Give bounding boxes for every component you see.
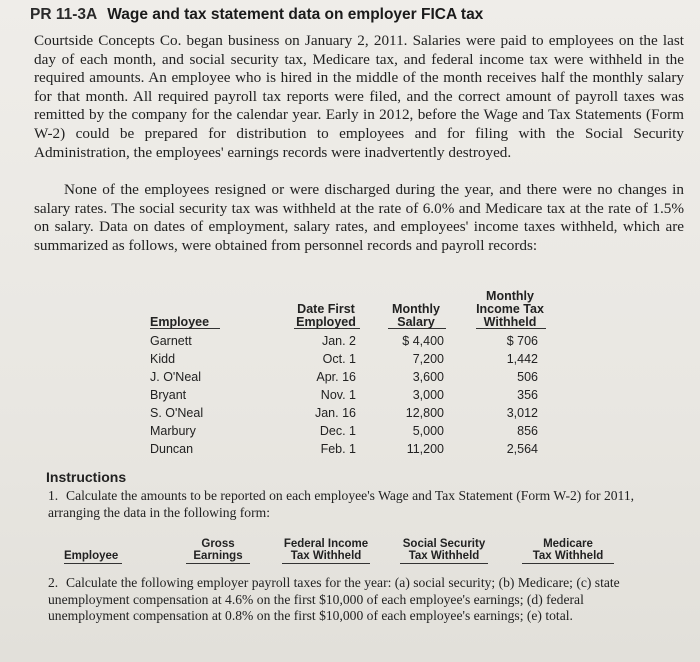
cell-date: Jan. 16	[314, 406, 356, 420]
paragraph-details: None of the employees resigned or were discharged during the year, and there were no changes in salary rates. The social security tax was withheld at the rate of 6.0% and Medicare tax at the rate of 1.5% on salary. Data on dates of employment, salary rates, and employees' income taxes withheld, which are summarized as follows, were obtained from personnel records and payroll records:	[34, 181, 684, 254]
col-header-date-2: Employed	[296, 315, 356, 329]
cell-salary: 3,600	[412, 370, 444, 384]
form-col-med-2: Tax Withheld	[532, 550, 604, 562]
form-col-ss-1: Social Security	[402, 538, 486, 550]
cell-employee: S. O'Neal	[150, 406, 204, 420]
cell-employee: Kidd	[150, 352, 176, 366]
problem-title: Wage and tax statement data on employer FICA tax	[107, 6, 484, 23]
cell-tax: 356	[517, 388, 538, 402]
cell-tax: 506	[517, 370, 538, 384]
instruction-1-number: 1.	[48, 488, 59, 503]
cell-salary: 12,800	[405, 406, 444, 420]
cell-date: Dec. 1	[319, 424, 356, 438]
form-rule	[282, 563, 370, 564]
cell-salary: 3,000	[412, 388, 444, 402]
cell-salary: 5,000	[412, 424, 444, 438]
cell-salary: 7,200	[412, 352, 444, 366]
cell-salary: 11,200	[406, 442, 444, 456]
col-header-tax-2: Income Tax	[476, 302, 544, 316]
col-header-salary-2: Salary	[397, 315, 435, 329]
cell-tax: 856	[517, 424, 538, 438]
instruction-1	[48, 488, 660, 521]
form-col-fed-1: Federal Income	[283, 538, 369, 550]
form-rule	[186, 563, 250, 564]
cell-employee: Marbury	[150, 424, 196, 438]
col-header-employee: Employee	[150, 315, 210, 329]
instruction-2-text: Calculate the following employer payroll taxes for the year: (a) social security; (b) Medicare; (c) state unemployment compensation at 4.6% on the first $10,000 of each employee's earnings; (d) federal unemployment compensation at 0.8% on the first $10,000 of each employee's earnings; (e) total.	[48, 575, 620, 623]
cell-date: Jan. 2	[321, 334, 356, 348]
cell-date: Nov. 1	[320, 388, 356, 402]
cell-date: Oct. 1	[322, 352, 356, 366]
form-col-employee: Employee	[64, 550, 119, 562]
cell-tax: 2,564	[506, 442, 538, 456]
form-rule	[64, 563, 122, 564]
form-rule	[400, 563, 488, 564]
header-rule	[294, 328, 360, 329]
cell-tax: $ 706	[506, 334, 538, 348]
col-header-salary-1: Monthly	[392, 302, 440, 316]
problem-heading	[30, 6, 483, 24]
instruction-2-number: 2.	[48, 575, 59, 590]
cell-employee: Garnett	[150, 334, 192, 348]
form-rule	[522, 563, 614, 564]
form-col-med-1: Medicare	[543, 538, 593, 550]
cell-employee: Bryant	[150, 388, 187, 402]
col-header-date-1: Date First	[297, 302, 355, 316]
form-col-fed-2: Tax Withheld	[290, 550, 362, 562]
instruction-2	[48, 575, 660, 625]
problem-code: PR 11-3A	[30, 6, 98, 23]
paragraph-intro: Courtside Concepts Co. began business on January 2, 2011. Salaries were paid to employees on the last day of each month, and social security tax, Medicare tax, and federal income tax were withheld in the required amounts. An employee who is hired in the middle of the month receives half the monthly salary for that month. All required payroll tax reports were filed, and the correct amount of payroll taxes was remitted by the company for the calendar year. Early in 2012, before the Wage and Tax Statements (Form W-2) could be prepared for distribution to employees and for filing with the Social Security Administration, the employees' earnings records were inadvertently destroyed.	[34, 32, 684, 161]
cell-salary: $ 4,400	[402, 334, 444, 348]
form-col-gross-1: Gross	[201, 538, 235, 550]
cell-tax: 3,012	[506, 406, 538, 420]
header-rule	[476, 328, 546, 329]
cell-employee: Duncan	[150, 442, 194, 456]
header-rule	[150, 328, 220, 329]
cell-date: Apr. 16	[316, 370, 356, 384]
cell-employee: J. O'Neal	[150, 370, 202, 384]
col-header-tax-3: Withheld	[483, 315, 537, 329]
cell-date: Feb. 1	[320, 442, 356, 456]
form-col-ss-2: Tax Withheld	[408, 550, 480, 562]
form-col-gross-2: Earnings	[193, 550, 243, 562]
instruction-1-text: Calculate the amounts to be reported on each employee's Wage and Tax Statement (Form W-2) for 2011, arranging the data in the following form:	[48, 488, 635, 520]
cell-tax: 1,442	[506, 352, 538, 366]
instructions-heading: Instructions	[46, 469, 127, 485]
col-header-tax-1: Monthly	[486, 289, 534, 303]
header-rule	[388, 328, 446, 329]
